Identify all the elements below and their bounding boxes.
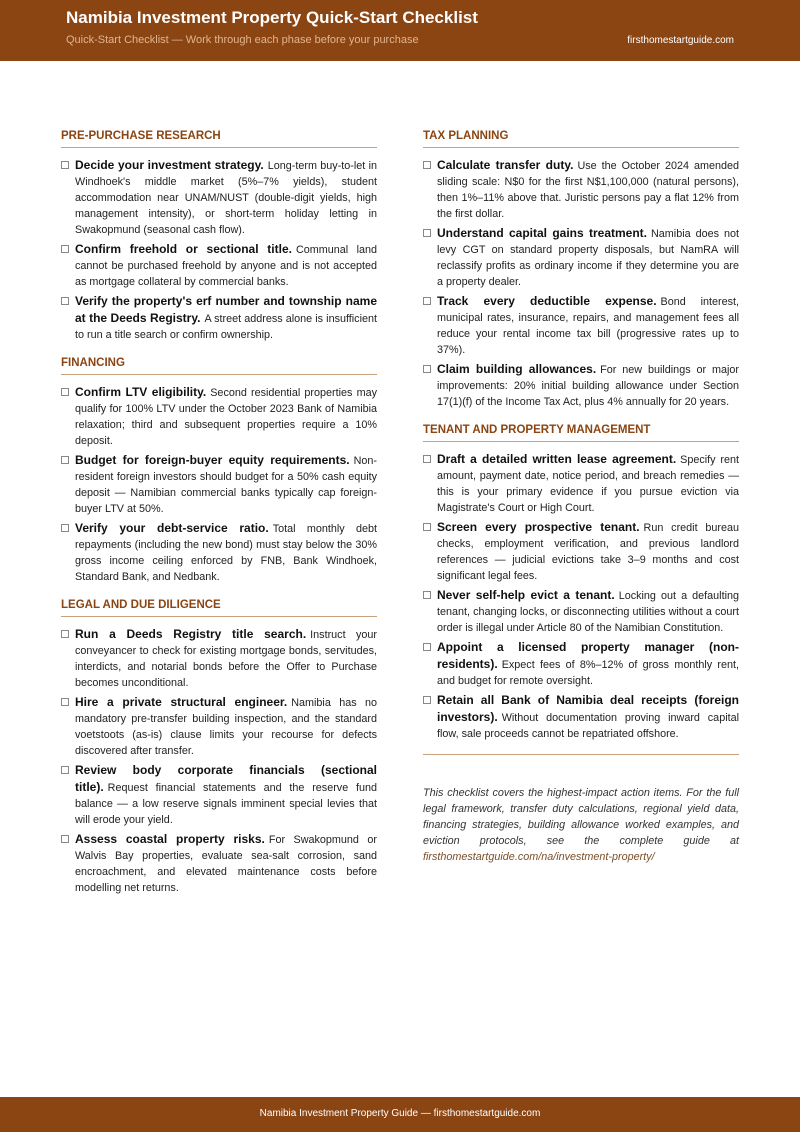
item-body: Long-term buy-to-let in Windhoek's middle market (5%–7% yields), student accommodation near UNAM/NUST (double-digit yields, high management intensity), or short-term holiday letting in Swakopmund (seasonal cash flow). <box>75 160 377 236</box>
checklist-item <box>61 831 377 896</box>
item-body: Request financial statements and the reserve fund balance — a low reserve signals imminent special levies that will erode your yield. <box>75 782 377 826</box>
page-title: Namibia Investment Property Quick-Start Checklist <box>66 8 478 27</box>
checkbox[interactable] <box>61 388 69 396</box>
item-title: Understand capital gains treatment. <box>437 226 647 240</box>
checklist <box>61 626 377 896</box>
item-title: Screen every prospective tenant. <box>437 520 640 534</box>
checklist-item <box>61 293 377 343</box>
checkbox[interactable] <box>61 456 69 464</box>
checklist-item <box>423 225 739 290</box>
checkbox[interactable] <box>423 696 431 704</box>
item-title: Budget for foreign-buyer equity requirements. <box>75 453 350 467</box>
checklist-item <box>423 157 739 222</box>
checkbox[interactable] <box>423 229 431 237</box>
item-title: Appoint a licensed property manager (non-residents). <box>437 640 739 671</box>
section-tenant-management <box>423 422 739 742</box>
item-body: Use the October 2024 amended sliding scale: N$0 for the first N$1,100,000 (natural persons), then 1%–11% above that. Juristic persons pay a flat 12% from the first dollar. <box>437 160 739 220</box>
item-body: Total monthly debt repayments (including the new bond) must stay below the 30% gross income ceiling enforced by FNB, Bank Windhoek, Standard Bank, and Nedbank. <box>75 523 377 583</box>
item-body: Second residential properties may qualify for 100% LTV under the October 2023 Bank of Namibia relaxation; third and subsequent properties require a 10% deposit. <box>75 387 377 447</box>
checkbox[interactable] <box>423 365 431 373</box>
checkbox[interactable] <box>61 766 69 774</box>
section-legal-due-diligence <box>61 597 377 896</box>
checklist-item <box>423 692 739 742</box>
checklist-item <box>61 452 377 517</box>
item-body: Namibia has no mandatory pre-transfer building inspection, and the standard voetstoots (as-is) clause limits your recourse for defects discovered after transfer. <box>75 697 377 757</box>
item-title: Verify your debt-service ratio. <box>75 521 269 535</box>
section-title: PRE-PURCHASE RESEARCH <box>61 128 377 148</box>
item-title: Never self-help evict a tenant. <box>437 588 615 602</box>
checklist-item <box>61 694 377 759</box>
item-title: Claim building allowances. <box>437 362 597 376</box>
section-title: TENANT AND PROPERTY MANAGEMENT <box>423 422 739 442</box>
checklist-item <box>423 293 739 358</box>
checklist <box>423 451 739 742</box>
section-title: TAX PLANNING <box>423 128 739 148</box>
guide-link[interactable]: firsthomestartguide.com/na/investment-property/ <box>423 851 655 863</box>
checklist <box>61 157 377 343</box>
checkbox[interactable] <box>61 630 69 638</box>
item-body: Communal land cannot be purchased freehold by anyone and is not accepted as mortgage collateral by commercial banks. <box>75 244 378 288</box>
checklist-item <box>61 762 377 828</box>
item-body: Run credit bureau checks, employment verification, and previous landlord references — judicial evictions take 3–9 months and cost significant legal fees. <box>437 522 740 582</box>
section-title: LEGAL AND DUE DILIGENCE <box>61 597 377 617</box>
item-title: Review body corporate financials (sectional title). <box>75 763 377 794</box>
checkbox[interactable] <box>61 161 69 169</box>
item-body: For new buildings or major improvements: 20% initial building allowance under Section 17(1)(f) of the Income Tax Act, plus 4% annually for 20 years. <box>437 364 739 408</box>
item-title: Confirm freehold or sectional title. <box>75 242 292 256</box>
item-body: Expect fees of 8%–12% of gross monthly rent, and budget for remote oversight. <box>437 659 739 687</box>
item-title: Decide your investment strategy. <box>75 158 264 172</box>
checkbox[interactable] <box>423 297 431 305</box>
checkbox[interactable] <box>61 297 69 305</box>
section-tax-planning <box>423 128 739 410</box>
checklist <box>61 384 377 585</box>
item-title: Confirm LTV eligibility. <box>75 385 207 399</box>
footer-text: Namibia Investment Property Guide — firsthomestartguide.com <box>259 1108 541 1119</box>
section-title: FINANCING <box>61 355 377 375</box>
item-body: A street address alone is insufficient to run a title search or confirm ownership. <box>75 313 377 341</box>
item-title: Run a Deeds Registry title search. <box>75 627 307 641</box>
checklist-item <box>423 639 739 689</box>
item-body: Namibia does not levy CGT on standard property disposals, but NamRA will reclassify profits as ordinary income if they determine you are a property dealer. <box>437 228 739 288</box>
checkbox[interactable] <box>61 245 69 253</box>
section-financing <box>61 355 377 585</box>
checklist-item <box>61 241 377 290</box>
item-body: Instruct your conveyancer to check for existing mortgage bonds, servitudes, interdicts, and notarial bonds before the Offer to Purchase becomes unconditional. <box>75 629 377 689</box>
checkbox[interactable] <box>423 591 431 599</box>
checkbox[interactable] <box>423 161 431 169</box>
checkbox[interactable] <box>61 835 69 843</box>
item-body: Specify rent amount, payment date, notice period, and breach remedies — this is your primary evidence if you pursue eviction via Magistrate's Court or High Court. <box>437 454 739 514</box>
item-title: Draft a detailed written lease agreement. <box>437 452 677 466</box>
closing-note-text: This checklist covers the highest-impact action items. For the full legal framework, transfer duty calculations, regional yield data, financing strategies, building allowance worked examples, and eviction protocols, see the complete guide at <box>423 787 739 847</box>
closing-note <box>423 785 739 865</box>
page-footer <box>0 1097 800 1132</box>
checklist-item <box>423 451 739 516</box>
checkbox[interactable] <box>423 523 431 531</box>
checklist-item <box>423 361 739 410</box>
checklist-item <box>423 519 739 584</box>
right-column <box>423 128 739 865</box>
left-column <box>61 128 377 908</box>
item-body: Without documentation proving inward capital flow, sale proceeds cannot be repatriated offshore. <box>437 712 739 740</box>
page-header <box>0 0 800 61</box>
item-body: Non-resident foreign investors should budget for a 50% cash equity deposit — Namibian commercial banks typically cap foreign-buyer LTV at 50%. <box>75 455 377 515</box>
item-title: Calculate transfer duty. <box>437 158 574 172</box>
item-title: Assess coastal property risks. <box>75 832 265 846</box>
checklist <box>423 157 739 410</box>
checklist-item <box>61 520 377 585</box>
checklist-item <box>61 626 377 691</box>
header-site-link[interactable]: firsthomestartguide.com <box>627 35 734 46</box>
checklist-item <box>61 384 377 449</box>
checklist-item <box>423 587 739 636</box>
item-title: Hire a private structural engineer. <box>75 695 288 709</box>
item-title: Verify the property's erf number and township name at the Deeds Registry. <box>75 294 377 325</box>
checklist-item <box>61 157 377 238</box>
section-pre-purchase-research <box>61 128 377 343</box>
item-body: For Swakopmund or Walvis Bay properties, evaluate sea-salt corrosion, sand encroachment, and elevated maintenance costs before modelling net returns. <box>75 834 377 894</box>
page-subtitle: Quick-Start Checklist — Work through each phase before your purchase <box>66 34 419 46</box>
checkbox[interactable] <box>423 455 431 463</box>
item-body: Bond interest, municipal rates, insurance, repairs, and management fees all reduce your rental income tax bill (progressive rates up to 37%). <box>437 296 739 356</box>
item-title: Retain all Bank of Namibia deal receipts (foreign investors). <box>437 693 739 724</box>
divider <box>423 754 739 755</box>
checkbox[interactable] <box>61 524 69 532</box>
checkbox[interactable] <box>61 698 69 706</box>
item-title: Track every deductible expense. <box>437 294 657 308</box>
item-body: Locking out a defaulting tenant, changing locks, or disconnecting utilities without a court order is illegal under Article 80 of the Namibian Constitution. <box>437 590 739 634</box>
checkbox[interactable] <box>423 643 431 651</box>
